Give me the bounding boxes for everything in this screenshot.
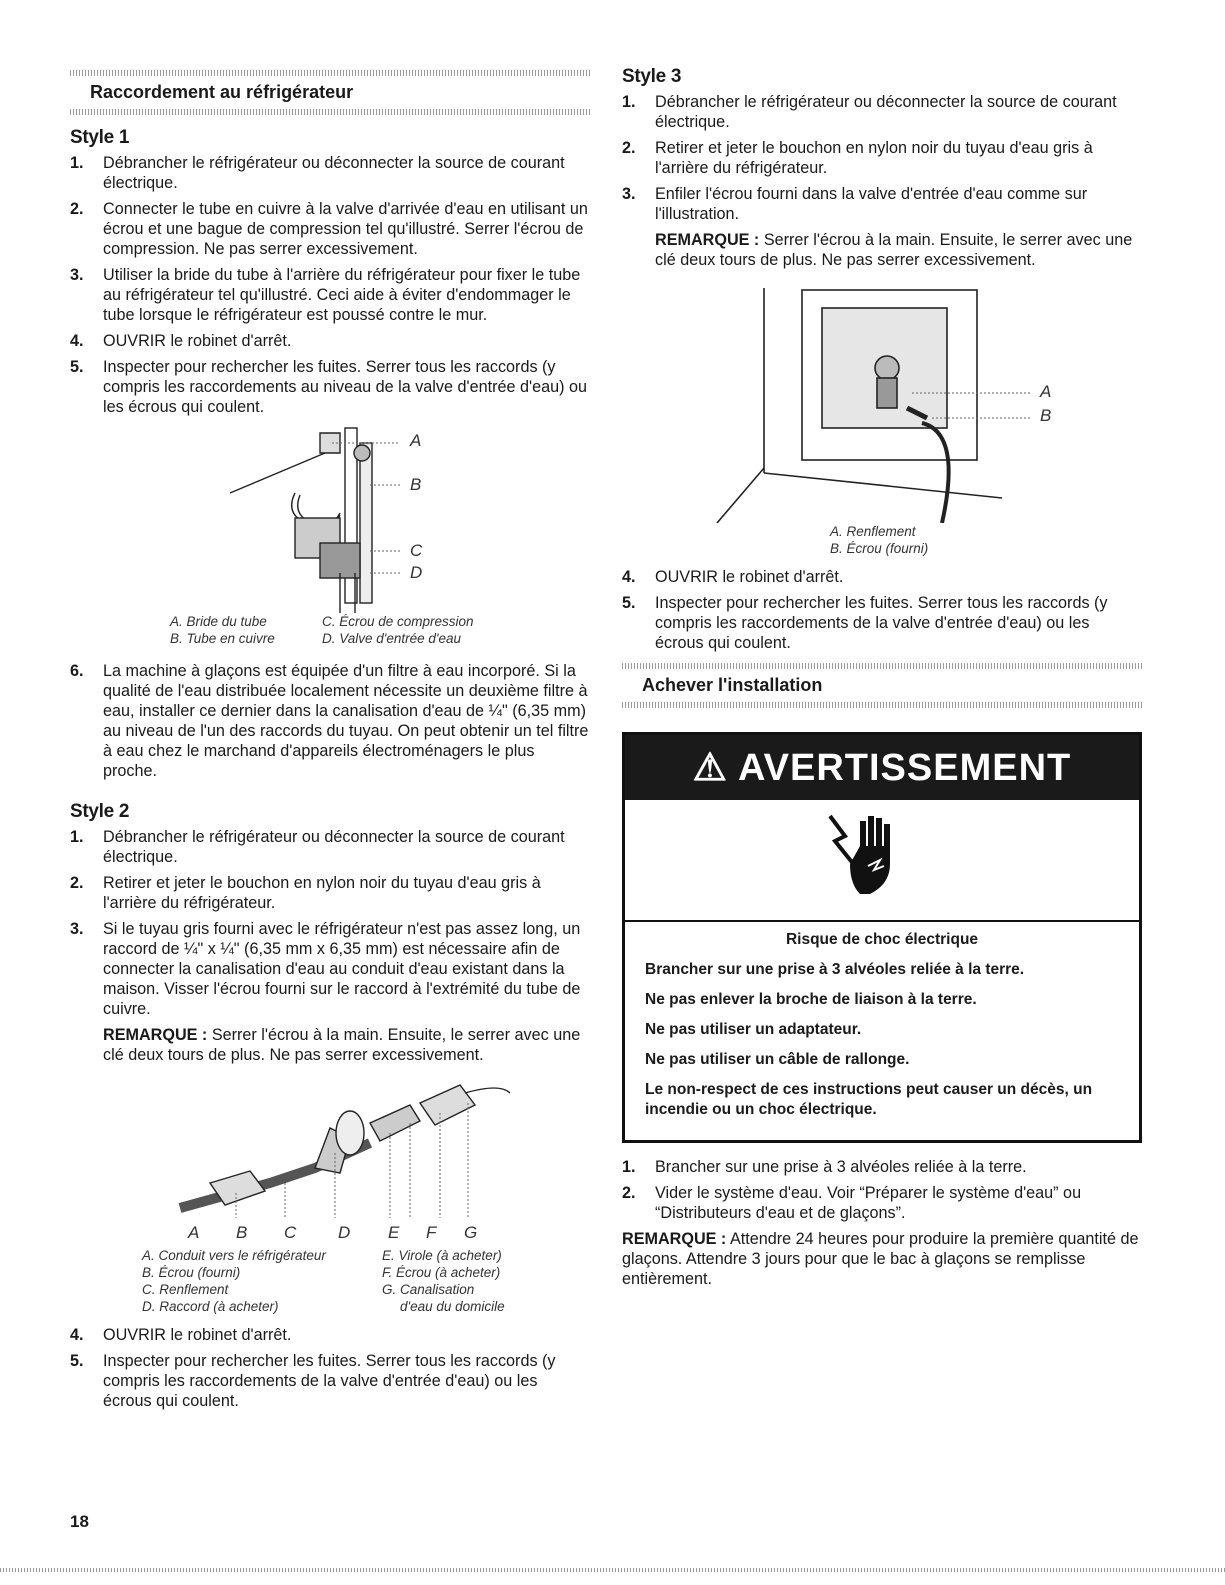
- step-text: Débrancher le réfrigérateur ou déconnecter la source de courant électrique.: [655, 93, 1117, 131]
- fig-label-a: A: [410, 431, 422, 450]
- caption-item: D. Valve d'entrée d'eau: [322, 631, 461, 646]
- caption-item: B. Écrou (fourni): [142, 1265, 241, 1280]
- style1-caption: [170, 613, 590, 647]
- section-title: Achever l'installation: [642, 675, 823, 695]
- list-item: [70, 827, 590, 867]
- warning-body: [625, 922, 1139, 1140]
- caption-item: C. Renflement: [142, 1282, 229, 1297]
- step-number: 2.: [622, 1184, 636, 1202]
- step-text: Débrancher le réfrigérateur ou déconnecter la source de courant électrique.: [103, 828, 565, 866]
- fig-label-e: E: [388, 1223, 400, 1242]
- fig-label-a: A: [188, 1223, 200, 1242]
- step-number: 1.: [622, 1158, 636, 1176]
- note-keyword: REMARQUE :: [655, 231, 760, 249]
- style1-title: Style 1: [70, 127, 130, 148]
- warning-line: Brancher sur une prise à 3 alvéoles reliée à la terre.: [645, 961, 1025, 978]
- list-item: [70, 357, 590, 417]
- list-item: [70, 331, 590, 351]
- step-text: Enfiler l'écrou fourni dans la valve d'entrée d'eau comme sur l'illustration.: [655, 185, 1088, 223]
- list-item: [70, 873, 590, 913]
- step-number: 5.: [70, 1352, 84, 1370]
- fig-label-a: A: [1040, 382, 1052, 401]
- fig-label-d: D: [410, 563, 423, 582]
- step-number: 1.: [70, 154, 84, 172]
- step-number: 1.: [622, 93, 636, 111]
- style2-note: [103, 1025, 590, 1065]
- step-number: 3.: [622, 185, 636, 203]
- right-column: [622, 66, 1142, 1289]
- water-box-illustration: [622, 278, 1142, 523]
- shock-icon-area: [625, 800, 1139, 922]
- step-text: Inspecter pour rechercher les fuites. Serrer tous les raccords (y compris les raccordements de la valve d'entrée d'eau) ou les écrous qui coulent.: [103, 1352, 556, 1410]
- step-number: 2.: [622, 139, 636, 157]
- step-number: 4.: [70, 332, 84, 350]
- style2-steps-after: [70, 1325, 590, 1411]
- fig-label-c: C: [410, 541, 423, 560]
- step-text: OUVRIR le robinet d'arrêt.: [655, 568, 844, 586]
- step-number: 3.: [70, 920, 84, 938]
- list-item: [70, 153, 590, 193]
- step-text: Connecter le tube en cuivre à la valve d'arrivée d'eau en utilisant un écrou et une bague de compression tel qu'illustré. Serrer l'écrou de compression. Ne pas serrer excessivement.: [103, 200, 588, 258]
- list-item: [622, 567, 1142, 587]
- step-text: La machine à glaçons est équipée d'un filtre à eau incorporé. Si la qualité de l'eau distribuée localement nécessite un deuxième filtre à eau, installer ce dernier dans la canalisation d'eau de ¼" (6,35 mm) au niveau de l'un des raccords du tuyau. On peut obtenir un tel filtre à eau chez le marchand d'appareils électroménagers le plus proche.: [103, 662, 589, 780]
- step-text: OUVRIR le robinet d'arrêt.: [103, 332, 292, 350]
- style2-steps: [70, 827, 590, 1019]
- step-text: Vider le système d'eau. Voir “Préparer le système d'eau” ou “Distributeurs d'eau et de glaçons”.: [655, 1184, 1082, 1222]
- hatch-rule: [70, 109, 590, 115]
- bottom-rule: [0, 1568, 1225, 1572]
- caption-item: B. Écrou (fourni): [830, 541, 929, 556]
- step-text: OUVRIR le robinet d'arrêt.: [103, 1326, 292, 1344]
- style1-figure: [70, 423, 590, 613]
- style3-title: Style 3: [622, 66, 682, 87]
- warning-triangle-icon: ⚠: [692, 747, 728, 789]
- list-item: [70, 265, 590, 325]
- style2-title: Style 2: [70, 801, 130, 822]
- style3-steps-after: [622, 567, 1142, 653]
- warning-risk: Risque de choc électrique: [785, 931, 979, 948]
- caption-item: A. Bride du tube: [170, 614, 267, 629]
- note-keyword: REMARQUE :: [103, 1026, 208, 1044]
- list-item: [70, 1325, 590, 1345]
- list-item: [622, 1157, 1142, 1177]
- step-number: 2.: [70, 874, 84, 892]
- caption-item: D. Raccord (à acheter): [142, 1299, 279, 1314]
- list-item: [70, 661, 590, 781]
- list-item: [70, 1351, 590, 1411]
- warning-title: AVERTISSEMENT: [738, 747, 1072, 789]
- warning-line: Ne pas utiliser un câble de rallonge.: [645, 1051, 910, 1068]
- page-number: 18: [70, 1512, 89, 1531]
- step-number: 2.: [70, 200, 84, 218]
- fitting-illustration: [70, 1073, 590, 1223]
- caption-item: F. Écrou (à acheter): [382, 1265, 501, 1280]
- step-text: Inspecter pour rechercher les fuites. Serrer tous les raccords (y compris les raccordements au niveau de la valve d'entrée d'eau) ou les écrous qui coulent.: [103, 358, 587, 416]
- caption-item: d'eau du domicile: [400, 1299, 505, 1314]
- warning-box: [622, 732, 1142, 1143]
- style3-figure: [622, 278, 1142, 523]
- fig-label-f: F: [426, 1223, 437, 1242]
- step-number: 1.: [70, 828, 84, 846]
- fig-label-b: B: [1040, 406, 1052, 425]
- electric-shock-hand-icon: [820, 806, 920, 916]
- style3-steps: [622, 92, 1142, 224]
- note-keyword: REMARQUE :: [622, 1230, 727, 1248]
- step-text: Retirer et jeter le bouchon en nylon noir du tuyau d'eau gris à l'arrière du réfrigérateur.: [103, 874, 541, 912]
- step-text: Brancher sur une prise à 3 alvéoles reliée à la terre.: [655, 1158, 1027, 1176]
- note-text: Attendre 24 heures pour produire la première quantité de glaçons. Attendre 3 jours pour que le bac à glaçons se remplisse entièrement.: [622, 1230, 1139, 1288]
- left-column: [70, 0, 590, 1417]
- style3-note: [655, 230, 1142, 270]
- caption-item: A. Renflement: [830, 524, 916, 539]
- step-number: 4.: [70, 1326, 84, 1344]
- list-item: [70, 199, 590, 259]
- style3-caption: [830, 523, 1142, 557]
- section-title: Raccordement au réfrigérateur: [90, 82, 354, 102]
- list-item: [622, 1183, 1142, 1223]
- list-item: [622, 92, 1142, 132]
- section-header: [622, 663, 1142, 708]
- fig-label-b: B: [410, 475, 422, 494]
- warning-line: Ne pas utiliser un adaptateur.: [645, 1021, 862, 1038]
- final-steps: [622, 1157, 1142, 1223]
- step-text: Inspecter pour rechercher les fuites. Serrer tous les raccords (y compris les raccordements de la valve d'entrée d'eau) ou les écrous qui coulent.: [655, 594, 1108, 652]
- step-number: 5.: [70, 358, 84, 376]
- fig-label-g: G: [464, 1223, 478, 1242]
- section-header: [70, 70, 590, 115]
- style2-figure: [70, 1073, 590, 1223]
- list-item: [622, 138, 1142, 178]
- step-number: 6.: [70, 662, 84, 680]
- list-item: [70, 919, 590, 1019]
- caption-item: E. Virole (à acheter): [382, 1248, 502, 1263]
- style1-step6: [70, 661, 590, 781]
- step-number: 4.: [622, 568, 636, 586]
- warning-line: Le non-respect de ces instructions peut causer un décès, un incendie ou un choc électrique.: [645, 1081, 1093, 1118]
- list-item: [622, 593, 1142, 653]
- note-text: Serrer l'écrou à la main. Ensuite, le serrer avec une clé deux tours de plus. Ne pas serrer excessivement.: [655, 231, 1133, 269]
- warning-header: [625, 735, 1139, 800]
- style2-caption: [142, 1247, 590, 1315]
- note-text: Serrer l'écrou à la main. Ensuite, le serrer avec une clé deux tours de plus. Ne pas serrer excessivement.: [103, 1026, 581, 1064]
- final-note: [622, 1229, 1142, 1289]
- fig-label-c: C: [284, 1223, 297, 1242]
- fig-label-b: B: [236, 1223, 248, 1242]
- caption-item: C. Écrou de compression: [322, 614, 474, 629]
- caption-item: A. Conduit vers le réfrigérateur: [142, 1248, 326, 1263]
- list-item: [622, 184, 1142, 224]
- warning-line: Ne pas enlever la broche de liaison à la terre.: [645, 991, 977, 1008]
- step-text: Utiliser la bride du tube à l'arrière du réfrigérateur pour fixer le tube au réfrigérateur tel qu'illustré. Ceci aide à éviter d'endommager le tube lorsque le réfrigérateur est poussé contre le mur.: [103, 266, 581, 324]
- style1-steps: [70, 153, 590, 417]
- style2-fig-labels: [188, 1223, 590, 1243]
- hatch-rule: [622, 702, 1142, 708]
- step-number: 5.: [622, 594, 636, 612]
- valve-illustration: [70, 423, 590, 613]
- step-text: Si le tuyau gris fourni avec le réfrigérateur n'est pas assez long, un raccord de ¼" x ¼" (6,35 mm x 6,35 mm) est nécessaire afin de connecter la canalisation d'eau au conduit d'eau existant dans la maison. Visser l'écrou fourni sur le raccord à l'extrémité du tube de cuivre.: [103, 920, 581, 1018]
- caption-item: G. Canalisation: [382, 1282, 475, 1297]
- caption-item: B. Tube en cuivre: [170, 631, 275, 646]
- step-number: 3.: [70, 266, 84, 284]
- step-text: Retirer et jeter le bouchon en nylon noir du tuyau d'eau gris à l'arrière du réfrigérateur.: [655, 139, 1093, 177]
- fig-label-d: D: [338, 1223, 351, 1242]
- step-text: Débrancher le réfrigérateur ou déconnecter la source de courant électrique.: [103, 154, 565, 192]
